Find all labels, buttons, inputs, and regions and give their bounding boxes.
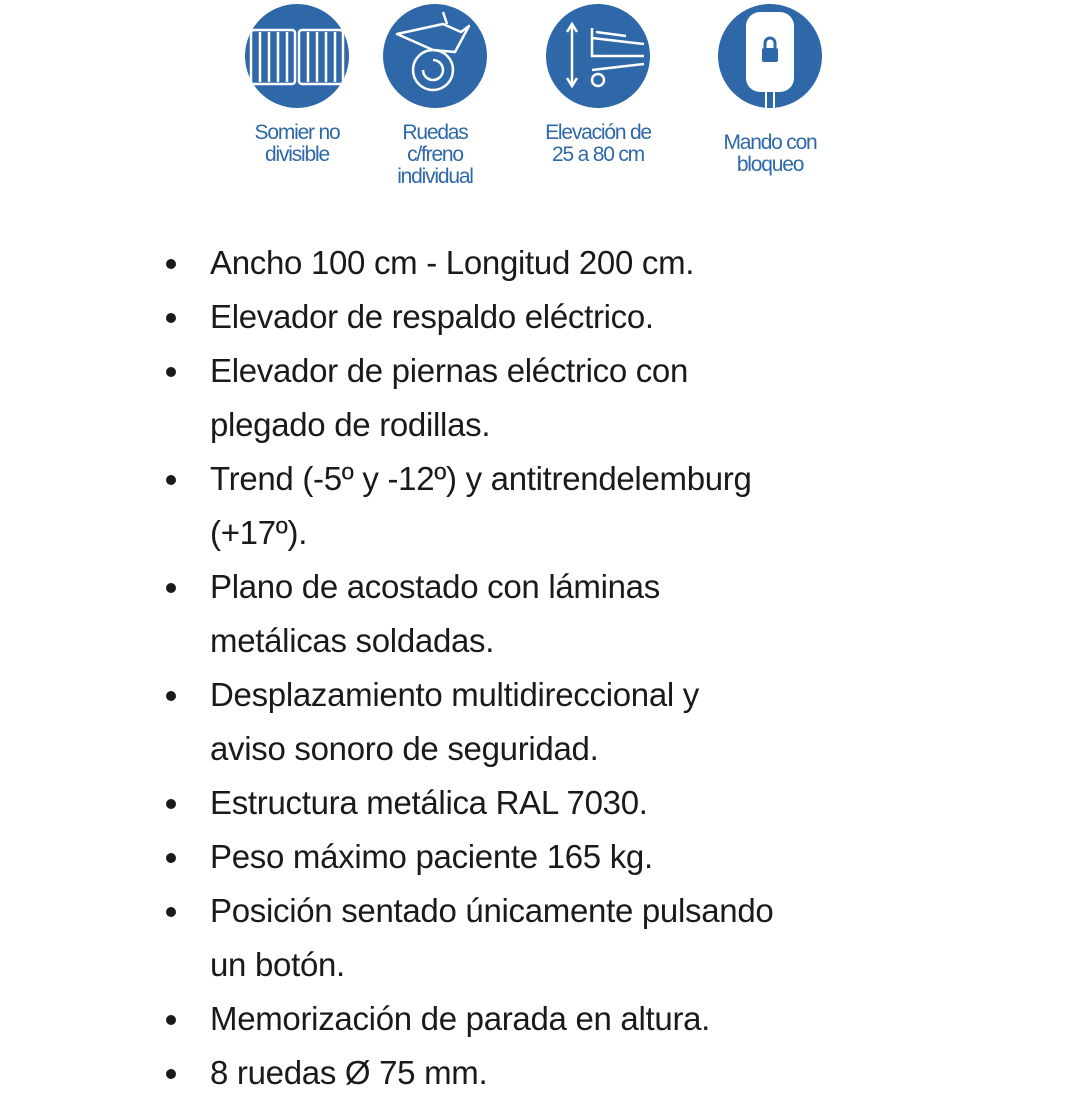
remote-lock-icon <box>718 4 822 108</box>
list-item: Posición sentado únicamente pulsando un botón. <box>158 884 938 992</box>
list-item: Plano de acostado con láminas metálicas soldadas. <box>158 560 938 668</box>
caster-wheel-icon <box>383 4 487 108</box>
list-item: Peso máximo paciente 165 kg. <box>158 830 938 884</box>
bullet-icon <box>166 907 176 917</box>
bullet-icon <box>166 1015 176 1025</box>
spec-list <box>158 236 938 1100</box>
feature-caption: Somier no divisible <box>254 121 340 166</box>
bullet-icon <box>166 691 176 701</box>
bullet-icon <box>166 799 176 809</box>
list-item: Elevador de respaldo eléctrico. <box>158 290 938 344</box>
feature-caption: Mando con bloqueo <box>723 131 817 176</box>
feature-mando <box>670 4 870 176</box>
list-item: 8 ruedas Ø 75 mm. <box>158 1046 938 1100</box>
feature-icons-row <box>0 0 1080 200</box>
bullet-icon <box>166 583 176 593</box>
list-item: Desplazamiento multidireccional y aviso sonoro de seguridad. <box>158 668 938 776</box>
feature-caption: Elevación de 25 a 80 cm <box>545 121 651 166</box>
list-item: Ancho 100 cm - Longitud 200 cm. <box>158 236 938 290</box>
bullet-icon <box>166 259 176 269</box>
bed-elevation-icon <box>546 4 650 108</box>
bullet-icon <box>166 367 176 377</box>
list-item: Elevador de piernas eléctrico con plegado de rodillas. <box>158 344 938 452</box>
bullet-icon <box>166 475 176 485</box>
list-item: Memorización de parada en altura. <box>158 992 938 1046</box>
bullet-icon <box>166 1069 176 1079</box>
list-item: Estructura metálica RAL 7030. <box>158 776 938 830</box>
bullet-icon <box>166 313 176 323</box>
feature-caption: Ruedas c/freno individual <box>397 121 473 188</box>
bullet-icon <box>166 853 176 863</box>
list-item: Trend (-5º y -12º) y antitrendelemburg (+17º). <box>158 452 938 560</box>
